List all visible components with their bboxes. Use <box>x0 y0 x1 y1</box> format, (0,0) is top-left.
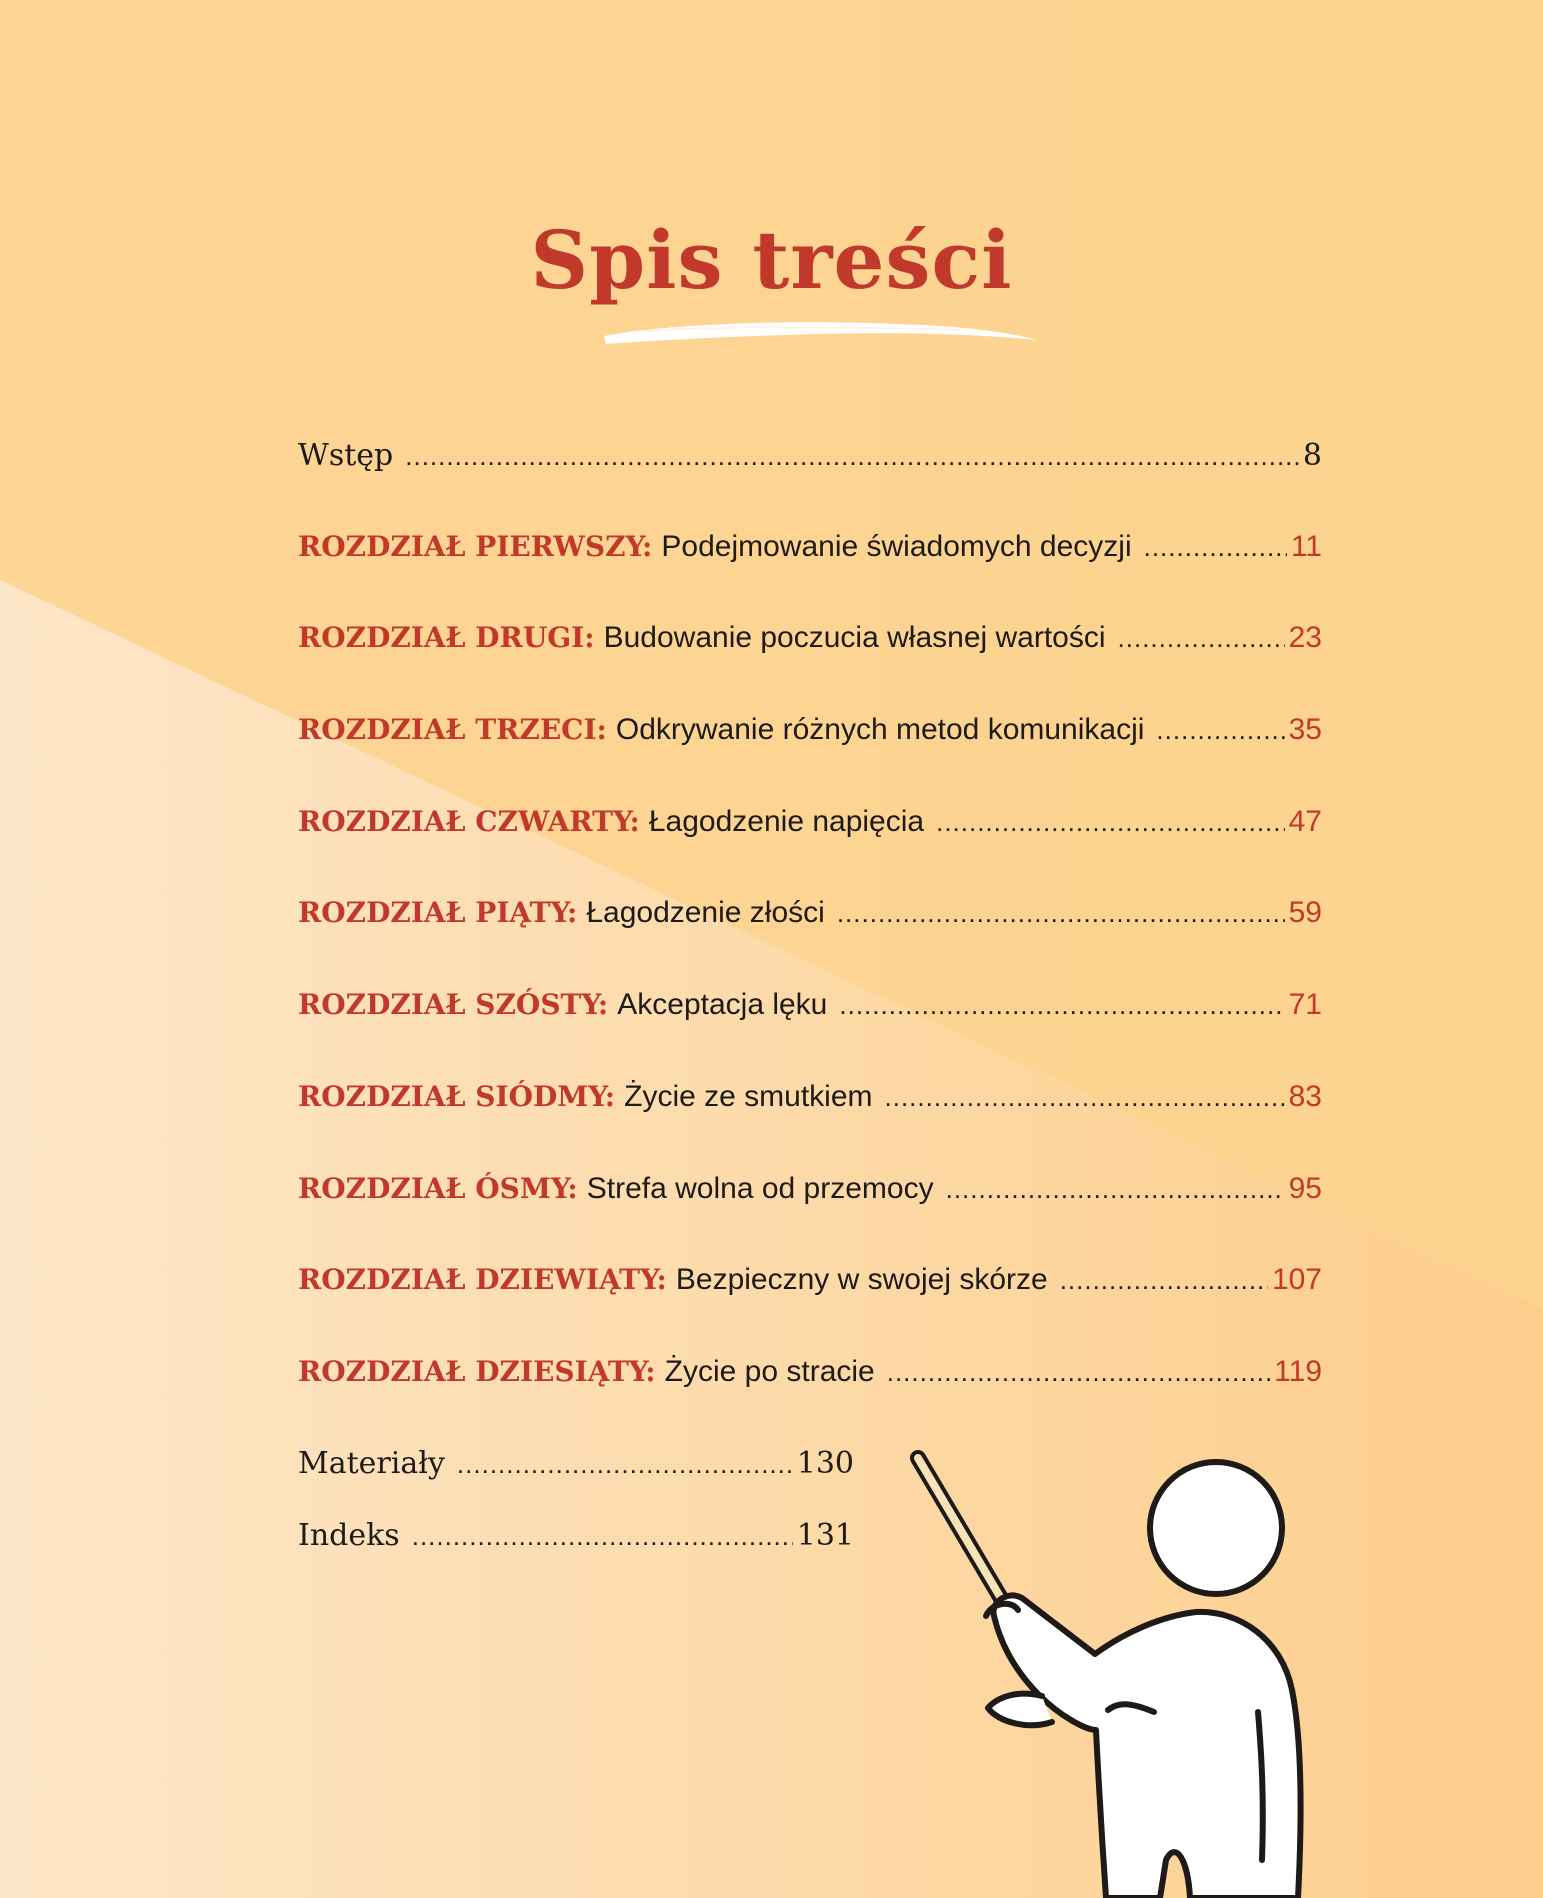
chapter-title: Bezpieczny w swojej skórze <box>675 1263 1048 1297</box>
chapter-title: Budowanie poczucia własnej wartości <box>603 621 1106 655</box>
toc-entry-chapter-1[interactable] <box>298 530 1322 578</box>
dot-leader <box>936 807 1285 838</box>
chapter-page: 107 <box>1271 1263 1322 1297</box>
chapter-label: ROZDZIAŁ SZÓSTY: <box>298 988 609 1022</box>
dot-leader <box>837 898 1285 929</box>
chapter-page: 35 <box>1288 713 1322 747</box>
back-matter-list <box>298 1446 854 1590</box>
toc-entry-chapter-9[interactable] <box>298 1263 1322 1311</box>
chapter-label: ROZDZIAŁ CZWARTY: <box>298 804 640 838</box>
dot-leader <box>887 1357 1270 1388</box>
toc-entry-page: 130 <box>796 1446 854 1481</box>
dot-leader <box>885 1082 1285 1113</box>
chapter-page: 95 <box>1288 1171 1322 1205</box>
dot-leader <box>839 990 1284 1021</box>
dot-leader <box>405 441 1299 472</box>
dot-leader <box>946 1174 1285 1205</box>
chapter-label: ROZDZIAŁ DZIESIĄTY: <box>298 1354 656 1388</box>
chapter-page: 71 <box>1288 988 1322 1022</box>
chapter-label: ROZDZIAŁ DZIEWIĄTY: <box>298 1263 667 1297</box>
title-underline-brush-stroke <box>600 312 1040 352</box>
chapter-page: 47 <box>1288 804 1322 838</box>
toc-entry-title: Materiały <box>298 1446 445 1481</box>
table-of-contents <box>298 438 1322 1403</box>
chapter-title: Łagodzenie napięcia <box>648 804 925 838</box>
toc-entry-title: Indeks <box>298 1518 400 1553</box>
chapter-label: ROZDZIAŁ TRZECI: <box>298 713 607 747</box>
dot-leader <box>1060 1265 1268 1296</box>
toc-entry-chapter-7[interactable] <box>298 1080 1322 1128</box>
chapter-label: ROZDZIAŁ SIÓDMY: <box>298 1079 616 1113</box>
chapter-title: Podejmowanie świadomych decyzji <box>661 529 1132 563</box>
chapter-page: 119 <box>1274 1354 1322 1388</box>
page-title: Spis treści <box>530 213 1013 307</box>
dot-leader <box>457 1449 793 1480</box>
chapter-page: 23 <box>1288 621 1322 655</box>
chapter-page: 83 <box>1288 1079 1322 1113</box>
chapter-label: ROZDZIAŁ ÓSMY: <box>298 1171 578 1205</box>
toc-entry-chapter-5[interactable] <box>298 896 1322 944</box>
toc-entry-chapter-4[interactable] <box>298 805 1322 853</box>
chapter-title: Odkrywanie różnych metod komunikacji <box>615 713 1145 747</box>
chapter-page: 11 <box>1290 529 1322 563</box>
chapter-label: ROZDZIAŁ PIERWSZY: <box>298 529 653 563</box>
toc-entry-page: 131 <box>796 1518 854 1553</box>
stick-figure-with-pointer-illustration <box>890 1440 1350 1898</box>
chapter-label: ROZDZIAŁ PIĄTY: <box>298 896 578 930</box>
chapter-title: Życie po stracie <box>664 1354 875 1388</box>
toc-entry-chapter-8[interactable] <box>298 1172 1322 1220</box>
toc-entry-title: Wstęp <box>298 438 394 473</box>
chapter-title: Łagodzenie złości <box>586 896 825 930</box>
chapter-title: Strefa wolna od przemocy <box>586 1171 934 1205</box>
toc-entry-chapter-10[interactable] <box>298 1355 1322 1403</box>
dot-leader <box>1144 532 1287 563</box>
toc-entry-materials[interactable] <box>298 1446 854 1494</box>
toc-entry-chapter-6[interactable] <box>298 988 1322 1036</box>
dot-leader <box>1118 623 1285 654</box>
toc-entry-index[interactable] <box>298 1518 854 1566</box>
dot-leader <box>412 1521 793 1552</box>
chapter-label: ROZDZIAŁ DRUGI: <box>298 621 595 655</box>
chapter-title: Akceptacja lęku <box>617 988 828 1022</box>
dot-leader <box>1156 715 1284 746</box>
chapter-page: 59 <box>1288 896 1322 930</box>
toc-entry-chapter-3[interactable] <box>298 713 1322 761</box>
toc-entry-intro[interactable] <box>298 438 1322 486</box>
toc-entry-page: 8 <box>1302 438 1322 473</box>
chapter-title: Życie ze smutkiem <box>624 1079 873 1113</box>
toc-entry-chapter-2[interactable] <box>298 621 1322 669</box>
